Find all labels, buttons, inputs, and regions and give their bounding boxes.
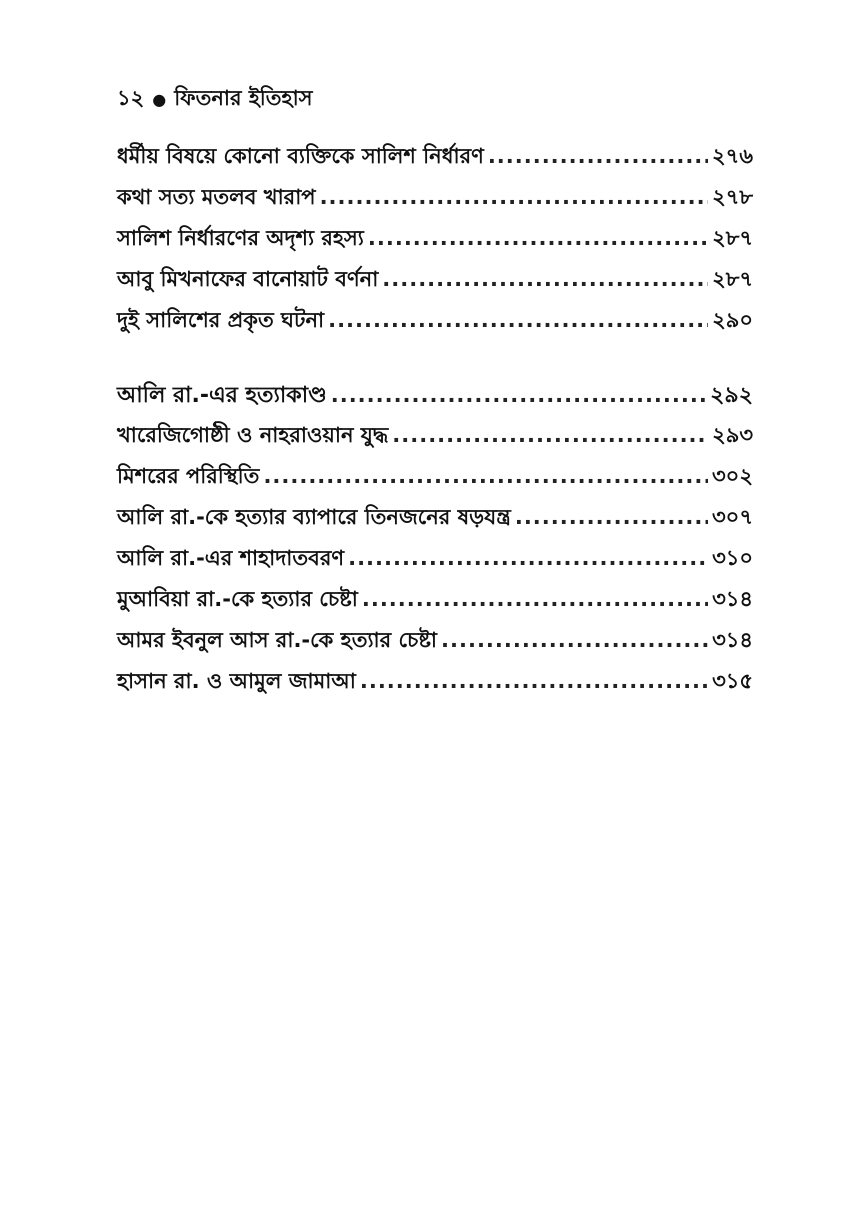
toc-entry [117,624,753,665]
toc-entry-title: আমর ইবনুল আস রা.-কে হত্যার চেষ্টা [117,628,438,652]
toc-entry-title: মিশরের পরিস্থিতি [117,464,260,488]
toc-entry-page: ২৯০ [712,308,753,332]
dot-leader [328,308,708,332]
dot-leader [331,383,706,407]
toc-entry-page: ৩১৪ [712,628,753,652]
toc-entry [117,140,753,181]
dot-leader [515,505,708,529]
toc-entry [117,460,753,501]
toc-entry-page: ২৭৬ [712,144,753,168]
toc-entry-page: ৩১০ [712,546,753,570]
toc-entry-title: আলি রা.-এর হত্যাকাণ্ড [117,383,327,408]
toc-entry-page: ৩১৪ [712,587,753,611]
toc-entry-title: আলি রা.-কে হত্যার ব্যাপারে তিনজনের ষড়যন্ত্র [117,505,511,529]
toc-entry-title: মুআবিয়া রা.-কে হত্যার চেষ্টা [117,587,358,611]
toc-entry-page: ৩১৫ [712,669,753,693]
toc-entry [117,419,753,460]
header-bullet: ● [152,90,167,109]
toc-entry-page: ৩০৭ [712,505,753,529]
toc-entry [117,583,753,624]
dot-leader [441,628,708,652]
toc-entry-title: খারেজিগোষ্ঠী ও নাহরাওয়ান যুদ্ধ [117,423,389,447]
toc-entry-title: ধর্মীয় বিষয়ে কোনো ব্যক্তিকে সালিশ নির্ধারণ [117,144,484,168]
toc-entry [117,222,753,263]
toc-entry-page: ২৯২ [710,383,753,408]
toc-entry-title: হাসান রা. ও আমুল জামাআ [117,669,356,693]
toc-entry [117,501,753,542]
dot-leader [263,464,708,488]
toc-entry-title: আবু মিখনাফের বানোয়াট বর্ণনা [117,267,379,291]
dot-leader [392,423,708,447]
toc-entry-page: ৩০২ [712,464,753,488]
toc-entry [117,304,753,345]
header-page-number: ১২ [117,86,145,110]
toc-entry [117,665,753,706]
dot-leader [368,226,708,250]
toc-entry-title: কথা সত্য মতলব খারাপ [117,185,316,209]
dot-leader [488,144,708,168]
toc-entry-page: ২৮৭ [712,226,753,250]
dot-leader [362,587,708,611]
header-book-title: ফিতনার ইতিহাস [174,86,313,110]
toc-entry-title: আলি রা.-এর শাহাদাতবরণ [117,546,345,570]
dot-leader [348,546,708,570]
dot-leader [320,185,708,209]
dot-leader [360,669,708,693]
toc-entry-page: ২৮৭ [712,267,753,291]
toc-section-1 [117,140,753,345]
toc-entry-page: ২৯৩ [712,423,753,447]
toc-entry [117,181,753,222]
toc-chapter-entry [117,378,753,419]
toc-entry-page: ২৭৮ [712,185,753,209]
toc-entry [117,263,753,304]
dot-leader [382,267,708,291]
running-header [117,82,313,117]
toc-entry [117,542,753,583]
toc-section-2 [117,378,753,706]
toc-entry-title: সালিশ নির্ধারণের অদৃশ্য রহস্য [117,226,364,250]
toc-entry-title: দুই সালিশের প্রকৃত ঘটনা [117,308,325,332]
